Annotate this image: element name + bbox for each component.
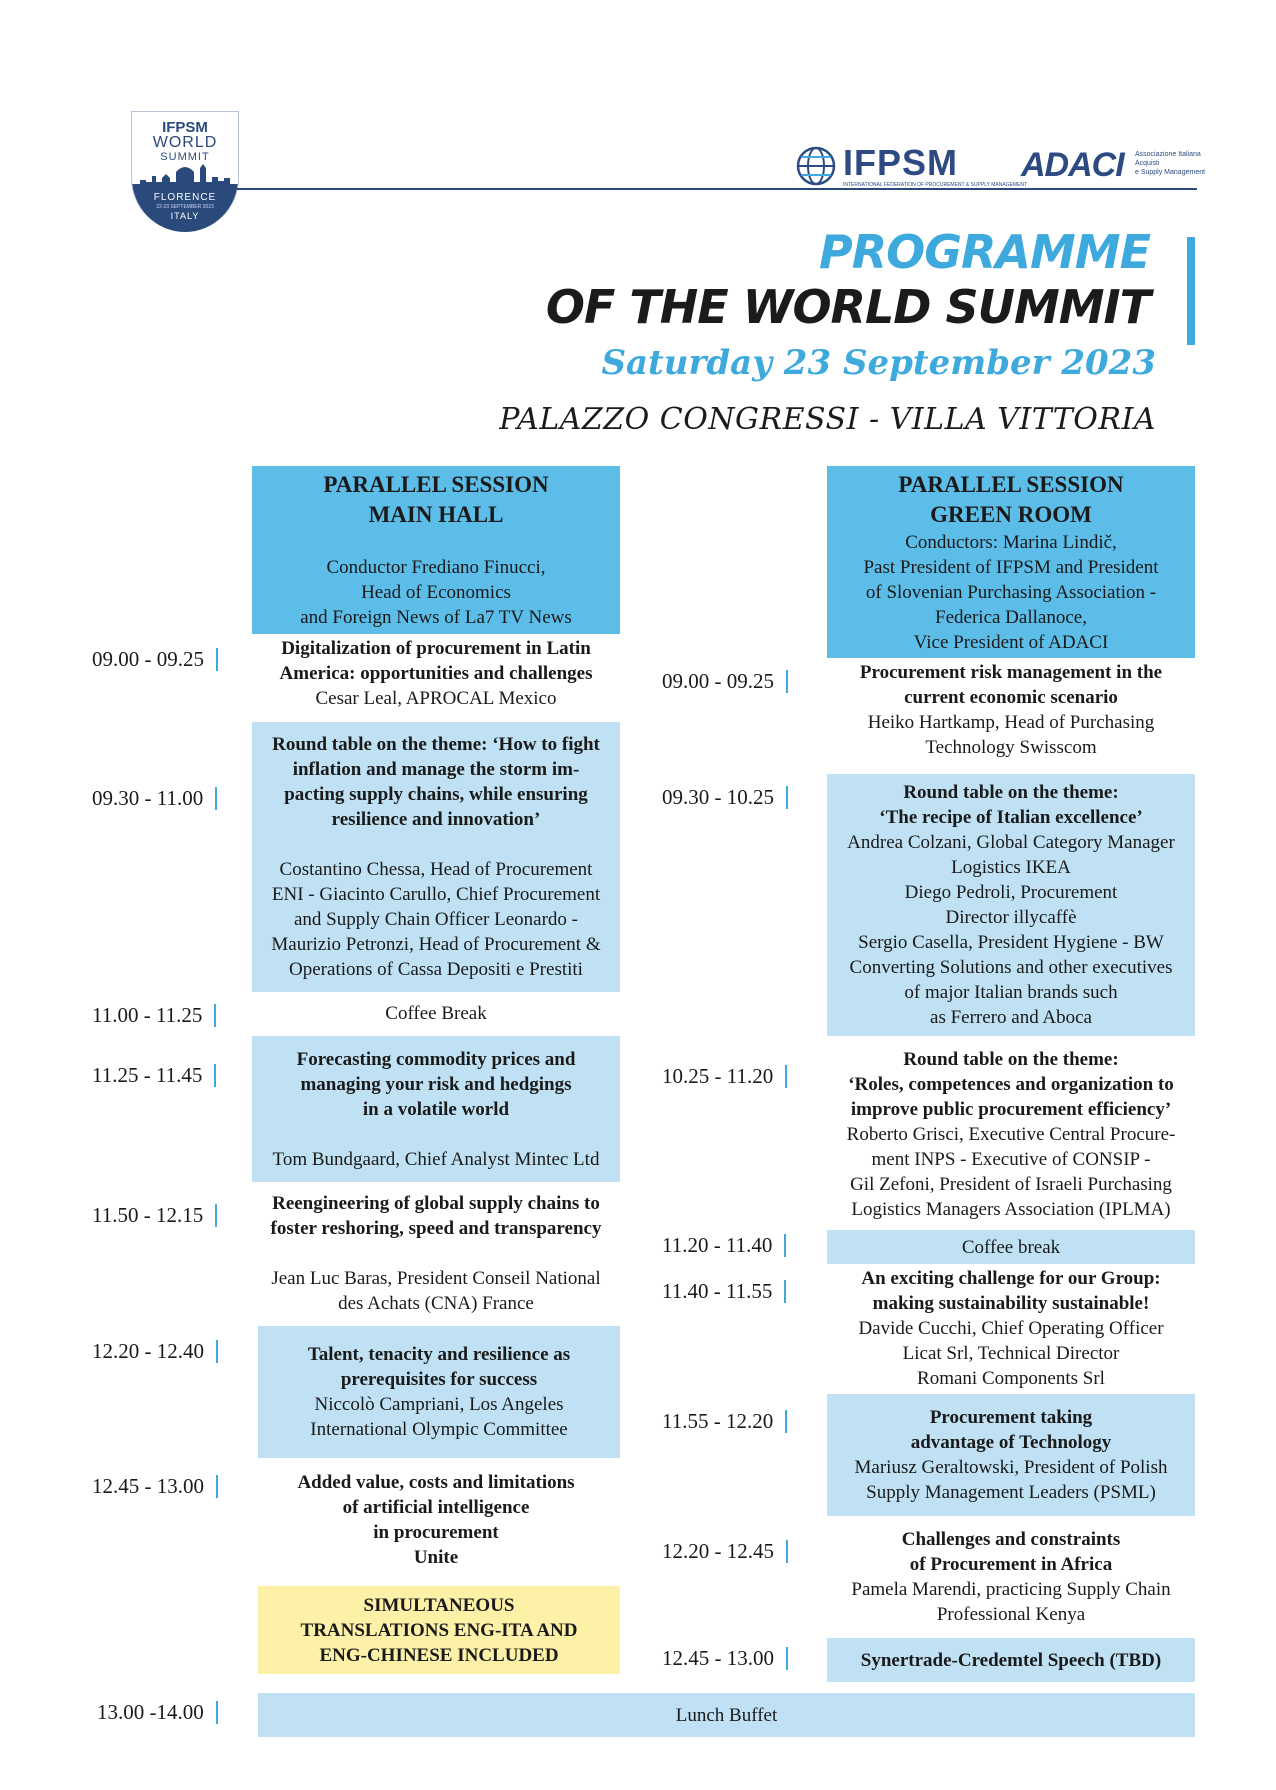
session-block: Synertrade-Credemtel Speech (TBD): [827, 1638, 1195, 1682]
main-hall-header: PARALLEL SESSION MAIN HALL Conductor Frediano Finucci, Head of Economics and Foreign News of La7 TV News: [252, 466, 620, 634]
session-block: Forecasting commodity prices and managing your risk and hedgings in a volatile world Tom Bundgaard, Chief Analyst Mintec Ltd: [252, 1036, 620, 1182]
time-slot: 12.20 - 12.40: [92, 1338, 218, 1364]
time-slot: 12.20 - 12.45: [662, 1538, 788, 1564]
time-slot: 09.30 - 10.25: [662, 784, 788, 810]
ifpsm-logo: [795, 142, 1028, 189]
header-rule: [237, 188, 1197, 190]
globe-icon: [795, 145, 837, 187]
time-slot: 11.00 - 11.25: [92, 1002, 216, 1028]
session-block: Digitalization of procurement in Latin America: opportunities and challenges Cesar Leal, APROCAL Mexico: [279, 637, 593, 709]
session-block: Reengineering of global supply chains to foster reshoring, speed and transparency Jean Luc Baras, President Conseil National des Achats (CNA) France: [270, 1192, 602, 1314]
time-slot: 09.00 - 09.25: [662, 668, 788, 694]
session-block: An exciting challenge for our Group: making sustainability sustainable! Davide Cucchi, Chief Operating Officer Licat Srl, Technical Director Romani Components Srl: [858, 1267, 1164, 1389]
event-venue: PALAZZO CONGRESSI - VILLA VITTORIA: [499, 402, 1156, 437]
time-slot: 11.40 - 11.55: [662, 1278, 786, 1304]
time-slot: 11.55 - 12.20: [662, 1408, 787, 1434]
coffee-break: Coffee break: [827, 1230, 1195, 1264]
time-slot: 13.00 -14.00: [97, 1699, 218, 1725]
ifpsm-wordmark: IFPSM: [843, 142, 959, 183]
adaci-tagline: Associazione Italiana Acquisti e Supply Management: [1135, 151, 1206, 176]
title-programme: PROGRAMME: [819, 225, 1150, 279]
summit-badge-logo: [131, 111, 239, 232]
time-slot: 11.25 - 11.45: [92, 1062, 216, 1088]
time-slot: 10.25 - 11.20: [662, 1063, 787, 1089]
session-block: Round table on the theme: ‘How to fight inflation and manage the storm im- pacting supply chains, while ensuring resilience and innovation’ Costantino Chessa, Head of Procurement ENI - Giacinto Carullo, Chief Procurement and Supply Chain Officer Leonardo - Maurizio Petronzi, Head of Procurement & Operations of Cassa Depositi e Prestiti: [252, 722, 620, 992]
session-block: Round table on the theme: ‘The recipe of Italian excellence’ Andrea Colzani, Global Category Manager Logistics IKEA Diego Pedroli, Procurement Director illycaffè Sergio Casella, President Hygiene - BW Converting Solutions and other executives of major Italian brands such as Ferrero and Aboca: [827, 774, 1195, 1036]
title-world-summit: OF THE WORLD SUMMIT: [545, 280, 1150, 334]
badge-line2: WORLD: [152, 134, 218, 151]
session-block: Round table on the theme: ‘Roles, competences and organization to improve public procurement efficiency’ Roberto Grisci, Executive Central Procure- ment INPS - Executive of CONSIP - Gil Zefoni, President of Israeli Purchasing Logistics Managers Association (IPLMA): [846, 1048, 1176, 1220]
time-slot: 11.50 - 12.15: [92, 1202, 217, 1228]
session-block: Challenges and constraints of Procurement in Africa Pamela Marendi, practicing Supply Chain Professional Kenya: [851, 1529, 1171, 1625]
coffee-break: Coffee Break: [385, 1002, 487, 1024]
session-block: Talent, tenacity and resilience as prerequisites for success Niccolò Campriani, Los Angeles International Olympic Committee: [258, 1326, 620, 1458]
badge-country: ITALY: [170, 211, 200, 221]
time-slot: 12.45 - 13.00: [92, 1473, 218, 1499]
florence-skyline-icon: [132, 162, 238, 190]
badge-dates: 22-23 SEPTEMBER 2023: [156, 204, 214, 210]
green-room-header: PARALLEL SESSION GREEN ROOM Conductors: Marina Lindič, Past President of IFPSM and President of Slovenian Purchasing Association - Federica Dallanoce, Vice President of ADACI: [827, 466, 1195, 658]
session-block: Added value, costs and limitations of artificial intelligence in procurement Unite: [297, 1472, 575, 1568]
session-block: Procurement risk management in the current economic scenario Heiko Hartkamp, Head of Purchasing Technology Swisscom: [859, 662, 1163, 758]
adaci-logo: [1017, 146, 1206, 186]
session-block: Procurement taking advantage of Technology Mariusz Geraltowski, President of Polish Supply Management Leaders (PSML): [827, 1394, 1195, 1516]
time-slot: 12.45 - 13.00: [662, 1645, 788, 1671]
badge-city: FLORENCE: [153, 192, 217, 203]
event-date: Saturday 23 September 2023: [601, 343, 1156, 383]
time-slot: 09.00 - 09.25: [92, 646, 218, 672]
title-accent-bar: [1187, 237, 1195, 345]
time-slot: 09.30 - 11.00: [92, 785, 217, 811]
time-slot: 11.20 - 11.40: [662, 1232, 786, 1258]
adaci-wordmark: ADACI: [1021, 146, 1124, 184]
badge-line1: IFPSM: [162, 119, 208, 136]
badge-line3: SUMMIT: [160, 151, 210, 163]
lunch-buffet: Lunch Buffet: [258, 1693, 1195, 1737]
translation-notice: SIMULTANEOUS TRANSLATIONS ENG-ITA AND ENG-CHINESE INCLUDED: [258, 1586, 620, 1674]
ifpsm-tagline: INTERNATIONAL FEDERATION OF PROCUREMENT & SUPPLY MANAGEMENT: [843, 182, 1028, 188]
